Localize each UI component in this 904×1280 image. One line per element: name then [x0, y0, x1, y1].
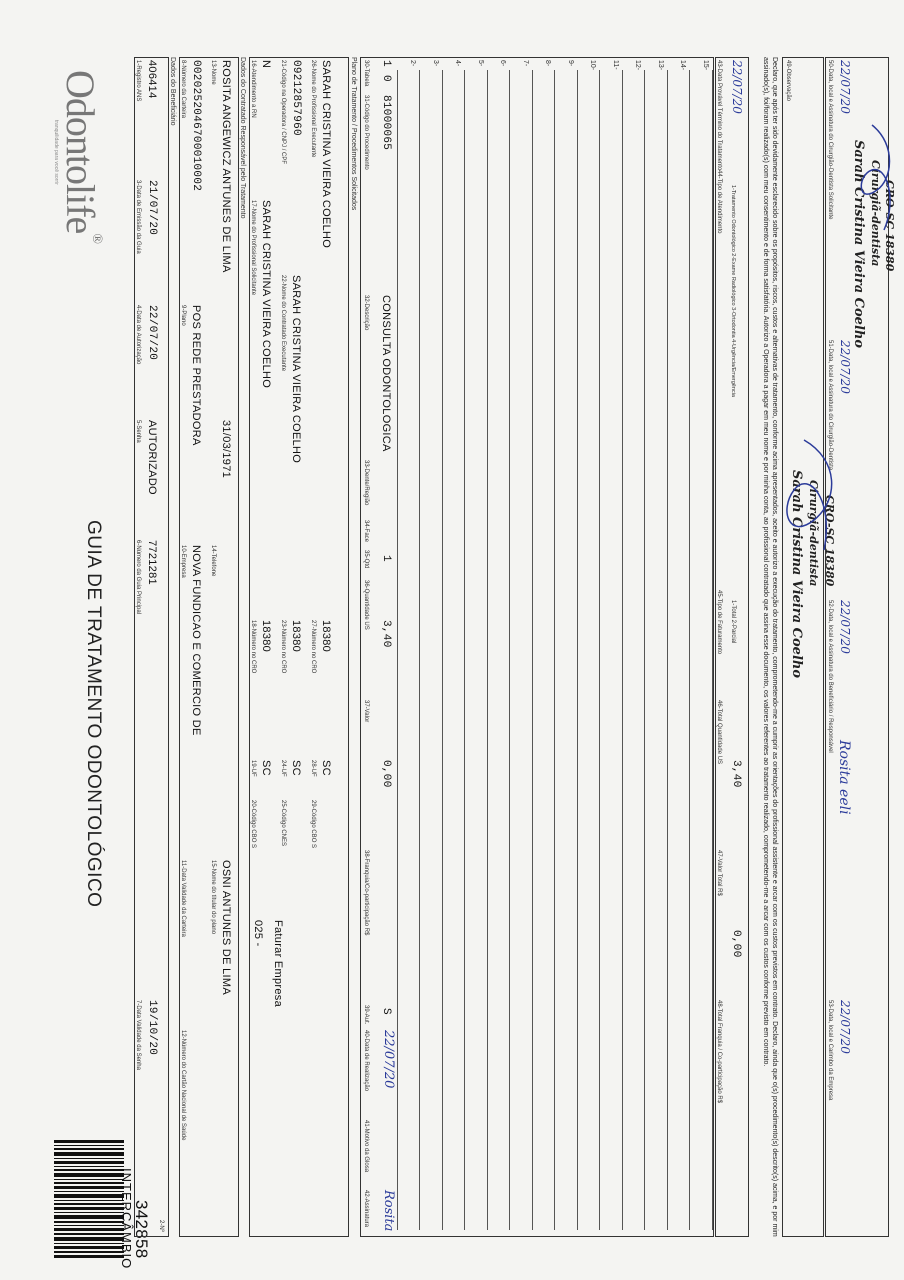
f46-label: 46-Total Quantidade US [716, 700, 722, 765]
stamp-cro-1: CRO-SC 18380 [883, 180, 896, 272]
col-descricao: 32-Descrição [363, 295, 369, 331]
row1-data: 22/07/20 [381, 1030, 396, 1089]
col-aut: 39-Aut. [363, 1005, 369, 1025]
total-us: 3,40 [730, 760, 742, 788]
f23-label: 23-Número no CRO [280, 620, 286, 674]
col-valor: 37-Valor [363, 700, 369, 723]
sig50-date: 22/07/20 [838, 60, 852, 114]
f1-label: 1-Registro ANS [135, 60, 141, 102]
f53-label: 53-Data, local e Carimbo da Empresa [827, 1000, 833, 1101]
profissional-solicitante: SARAH CRISTINA VIEIRA COELHO [260, 200, 272, 389]
empresa: NOVA FUNDICAO E COMERCIO DE [190, 545, 202, 736]
table-row [667, 70, 668, 1230]
row-number: 5- [477, 60, 484, 67]
f50-label: 50-Data, local e Assinatura do Cirurgião-Dentista Solicitante [827, 60, 833, 220]
row-number: 14- [679, 60, 687, 71]
f15-label: 15-Nome do titular do plano [210, 860, 216, 935]
tipo-faturamento-options: 1-Total 2-Parcial [730, 600, 736, 644]
f18-label: 18-Número no CRO [250, 620, 256, 674]
col-dente: 33-Dente/Região [363, 460, 369, 506]
table-row [645, 70, 646, 1230]
row-number: 9- [567, 60, 574, 67]
f13-label: 13-Nome [210, 60, 216, 85]
table-row [555, 70, 556, 1230]
f14-label: 14-Telefone [210, 545, 216, 577]
uf-executante: SC [290, 760, 302, 776]
page-title: GUIA DE TRATAMENTO ODONTOLÓGICO [83, 520, 104, 908]
table-row [600, 70, 601, 1230]
numero-guia-principal: 7721281 [146, 540, 158, 585]
data-autorizacao: 22/07/20 [146, 305, 158, 361]
titular-plano: OSNI ANTUNES DE LIMA [220, 860, 232, 995]
row1-num: 1 [380, 60, 392, 67]
table-row [690, 70, 691, 1230]
table-row [397, 70, 398, 1230]
beneficiario-nome: ROSITA ANGEWICZ ANTUNES DE LIMA [220, 60, 232, 273]
stamp-name-2: Sarah Cristina Vieira Coelho [789, 470, 804, 679]
sig52-signature: Rosita eeli [836, 740, 852, 815]
row1-valor: 0,00 [380, 760, 392, 788]
row1-codigo: 81000065 [380, 95, 392, 151]
section-beneficiario: Dados do Beneficiário [169, 57, 176, 126]
table-row [622, 70, 623, 1230]
logo-tagline: tranquilidade para você sorrir [53, 120, 59, 185]
obs-label: 49-Observação [785, 60, 791, 102]
f20-label: 20-Código CBO S [250, 800, 256, 849]
f4-label: 4-Data de Autorização [135, 305, 141, 365]
row-number: 15- [702, 60, 709, 71]
f19-label: 19-UF [250, 760, 256, 777]
stamp-cro-2: CRO-SC 18380 [823, 495, 836, 587]
col-face: 34-Face [363, 520, 369, 543]
f11-label: 11-Data Validade da Carteira [180, 860, 186, 937]
row-number: 6- [499, 60, 507, 67]
row-number: 12- [634, 60, 642, 71]
f10-label: 10-Empresa [180, 545, 186, 578]
uf-prof-executante: SC [320, 760, 332, 776]
col-franquia: 38-Franquia/Co-participação R$ [363, 850, 369, 936]
contratado-executante: SARAH CRISTINA VIEIRA COELHO [290, 275, 302, 464]
row-number: 2- [409, 60, 417, 67]
col-glosa: 41-Motivo da Glosa [363, 1120, 369, 1173]
f3-label: 3-Data de Emissão da Guia [135, 180, 141, 254]
f12-label: 12-Número do Cartão Nacional de Saúde [180, 1030, 186, 1141]
procedures-table [360, 57, 714, 1237]
tipo-atendimento-options: 1-Tratamento Odontológico 2-Exame Radiológico 3-Ortodontia 4-Urgência/Emergência [730, 185, 736, 397]
f43-label: 43-Data Provável Término do Tratamento [716, 60, 722, 171]
f25-label: 25-Código CNES [280, 800, 286, 847]
row-number: 3- [432, 60, 439, 67]
valor-total: 0,00 [730, 930, 742, 958]
guide-number-label: 2-Nº [158, 1220, 164, 1232]
row1-signature: Rosita [381, 1190, 396, 1232]
declaration-text: Declaro, que após ter sido devidamente esclarecido sobre os propósitos, riscos, custos e alternativas de tratamento, conforme acima apresentados, aceito e autorizo a execução do tratamento, comprometendo-me a cumprir as orientações do profissional assistente e arcar com os custos previstos em contrato. Declaro, ainda que o(s) procedimento(s) descrito(s) acima, e por mim assinado(s), foi/foram realizado(s) com meu consentimento e de forma satisfatória. Autorizo a Operadora a pagar em meu nome e por minha conta, ao profissional contratado que assina esse documento, os valores referentes ao tratamento realizado, comprometendo-me a arcar com os custos conforme previsto em contrato. [762, 57, 778, 1237]
plano: POS REDE PRESTADORA [190, 305, 202, 446]
col-data: 40-Data de Realização [363, 1030, 369, 1092]
f5-label: 5-Senha [135, 420, 141, 443]
f16-label: 16-Atendimento a RN [250, 60, 256, 118]
data-termino: 22/07/20 [730, 60, 744, 114]
f48-label: 48-Total Franquia / Co-participação R$ [716, 1000, 722, 1104]
stamp-role-2: Cirurgiã-dentista [807, 480, 820, 587]
col-tabela: 30-Tabela [363, 60, 369, 87]
guide-number: 342858 [132, 1200, 151, 1259]
row1-descricao: CONSULTA ODONTOLOGICA [380, 295, 392, 452]
row-number: 7- [522, 60, 529, 67]
data-validade-senha: 19/10/20 [146, 1000, 158, 1056]
table-row [442, 70, 443, 1230]
cro-executante: 18380 [290, 620, 302, 653]
table-row [712, 70, 713, 1230]
row-number: 10- [589, 60, 597, 71]
row1-aut: S [380, 1008, 392, 1015]
row-number: 13- [657, 60, 664, 71]
signature-scribble-2 [852, 120, 902, 240]
f27-label: 27-Número no CRO [310, 620, 316, 674]
section-procedimentos: Plano de Tratamento / Procedimentos Solicitados [350, 57, 357, 211]
f52-label: 52-Data, local e Assinatura do Beneficiário / Responsável [827, 600, 833, 753]
row-number: 11- [612, 60, 619, 70]
cro-solicitante: 18380 [260, 620, 272, 653]
sig52-date: 22/07/20 [838, 600, 852, 654]
table-row [465, 70, 466, 1230]
sig53-date: 22/07/20 [838, 1000, 852, 1054]
f44-label: 44-Tipo de Atendimento [716, 170, 722, 234]
row1-tabela: 0 [380, 75, 392, 82]
signature-scribble [774, 430, 844, 570]
stamp-role-1: Cirurgiã-dentista [869, 160, 882, 267]
f28-label: 28-UF [310, 760, 316, 777]
f45-label: 45-Tipo de Faturamento [716, 590, 722, 655]
col-us: 36-Quantidade US [363, 580, 369, 630]
odontolife-logo: Odontolife® [58, 70, 104, 243]
row-number: 4- [454, 60, 462, 67]
f6-label: 6-Número da Guia Principal [135, 540, 141, 615]
table-row [577, 70, 578, 1230]
row1-qtd: 1 [380, 555, 392, 562]
stamp-name-1: Sarah Cristina Vieira Coelho [851, 140, 866, 349]
f29-label: 29-Código CBO S [310, 800, 316, 849]
col-codigo: 31-Código do Procedimento [363, 95, 369, 170]
barcode [54, 1140, 124, 1260]
senha: AUTORIZADO [146, 420, 158, 495]
numero-carteira: 0020252046700010002 [190, 60, 202, 192]
col-assinatura: 42-Assinatura [363, 1190, 369, 1228]
f24-label: 24-UF [280, 760, 286, 777]
f7-label: 7-Data Validade da Senha [135, 1000, 141, 1070]
table-row [532, 70, 533, 1230]
atendimento-rn: N [260, 60, 272, 69]
table-row [510, 70, 511, 1230]
table-row [487, 70, 488, 1230]
table-row [420, 70, 421, 1230]
side-code: 025 - [252, 920, 264, 947]
sig51-date: 22/07/20 [838, 340, 852, 394]
f17-label: 17-Nome do Profissional Solicitante [250, 200, 256, 296]
registro-ans: 406414 [146, 60, 158, 99]
uf-solicitante: SC [260, 760, 272, 776]
f47-label: 47-Valor Total R$ [716, 850, 722, 896]
f22-label: 22-Nome do Contratado Executante [280, 275, 286, 372]
codigo-operadora: 09212857960 [290, 60, 302, 136]
cro-prof-executante: 18380 [320, 620, 332, 653]
row-number: 8- [544, 60, 552, 67]
f26-label: 26-Nome do Profissional Executante [310, 60, 316, 158]
f21-label: 21-Código na Operadora / CNPJ / CPF [280, 60, 286, 165]
intercambio-label: INTERCÂMBIO [119, 1168, 134, 1270]
col-qtd: 35-Qtd [363, 550, 369, 569]
profissional-executante: SARAH CRISTINA VIEIRA COELHO [320, 60, 332, 249]
data-emissao: 21/07/20 [146, 180, 158, 236]
f8-label: 8-Número da Carteira [180, 60, 186, 119]
faturar-empresa: Faturar Empresa [272, 920, 284, 1008]
f9-label: 9-Plano [180, 305, 186, 326]
row1-us: 3,40 [380, 620, 392, 648]
section-contratado: Dados do Contratado Responsável pelo Tratamento [239, 57, 246, 219]
f51-label: 51-Data, local e Assinatura do Cirurgião-Dentista [827, 340, 833, 471]
data-nascimento: 31/03/1971 [220, 420, 232, 479]
